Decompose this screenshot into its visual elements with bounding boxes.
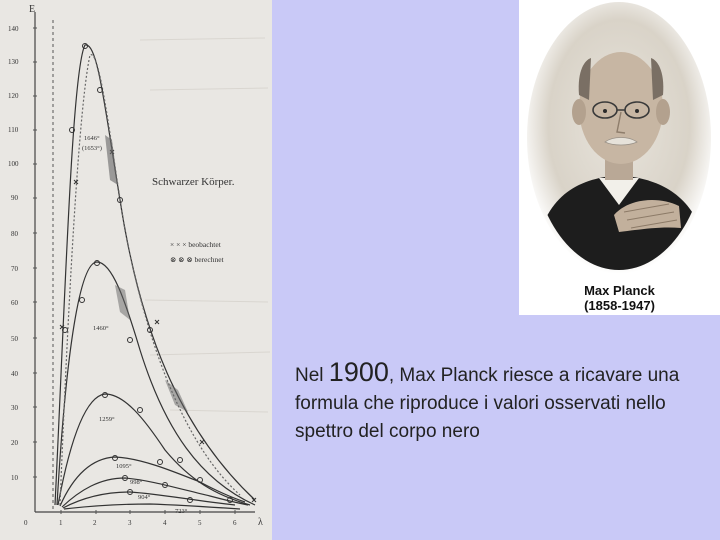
portrait-photo: [519, 0, 720, 315]
y-tick-80: 80: [11, 230, 18, 238]
x-tick-6: 6: [233, 519, 237, 527]
spectrum-figure: [0, 0, 272, 540]
description-year: 1900: [328, 357, 389, 387]
curve-label-904: 904°: [138, 494, 151, 501]
y-axis-label: E: [29, 4, 36, 15]
portrait-name: Max Planck: [584, 283, 655, 298]
y-tick-110: 110: [8, 126, 19, 134]
y-tick-140: 140: [8, 25, 19, 33]
portrait-card: [519, 0, 720, 315]
y-tick-labels: [8, 25, 19, 482]
curve-label-1095: 1095°: [116, 463, 132, 470]
portrait-dates: (1858-1947): [584, 298, 655, 313]
figure-title: Schwarzer Körper.: [152, 176, 235, 188]
legend-observed: × × × beobachtet: [170, 240, 221, 249]
curve-label-1460: 1460°: [93, 325, 109, 332]
x-tick-1: 1: [59, 519, 63, 527]
x-tick-3: 3: [128, 519, 132, 527]
head: [579, 52, 663, 164]
shaded-band-2: [115, 285, 130, 320]
shaded-band-3: [165, 380, 188, 412]
y-tick-130: 130: [8, 58, 19, 66]
y-tick-90: 90: [11, 194, 18, 202]
shaded-band-1: [105, 135, 118, 185]
x-axis-label: λ: [258, 517, 263, 528]
y-tick-20: 20: [11, 439, 18, 447]
y-tick-40: 40: [11, 370, 18, 378]
description-prefix: Nel: [295, 365, 329, 386]
y-tick-30: 30: [11, 404, 18, 412]
curve-label-998: 998°: [130, 479, 143, 486]
y-tick-100: 100: [8, 160, 19, 168]
description-rest: , Max Planck riesce a ricavare una formula che riproduce i valori osservati nello spettro del corpo nero: [295, 365, 680, 442]
x-tick-4: 4: [163, 519, 167, 527]
x-tick-5: 5: [198, 519, 202, 527]
y-tick-60: 60: [11, 299, 18, 307]
portrait-caption: [519, 283, 720, 313]
curve-observed-outline: [60, 55, 240, 505]
x-tick-labels: [24, 519, 237, 527]
curve-label-1646: 1646°: [84, 135, 100, 142]
y-tick-50: 50: [11, 335, 18, 343]
description-text: [295, 358, 705, 446]
x-tick-2: 2: [93, 519, 97, 527]
curve-label-1259: 1259°: [99, 416, 115, 423]
curve-label-723: 723°: [175, 508, 188, 515]
curve-label-1653: (1653°): [82, 145, 102, 152]
blackbody-spectrum-scan: [0, 0, 272, 540]
y-tick-120: 120: [8, 92, 19, 100]
curve-723: [64, 504, 240, 509]
x-tick-0: 0: [24, 519, 28, 527]
legend-calculated: ⊗ ⊗ ⊗ berechnet: [170, 255, 224, 264]
y-tick-70: 70: [11, 265, 18, 273]
y-tick-10: 10: [11, 474, 18, 482]
